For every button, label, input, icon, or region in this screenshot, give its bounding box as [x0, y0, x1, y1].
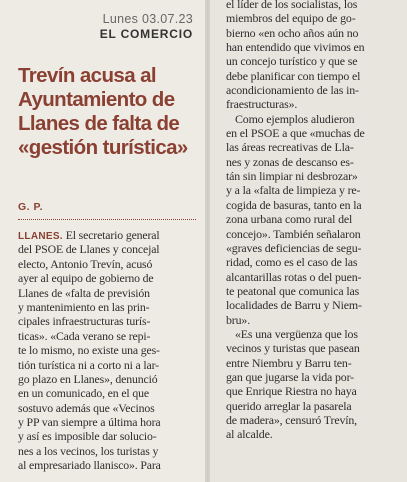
text-line: nes y zonas de descanso es-	[226, 154, 354, 169]
text-line: debe planificar con tiempo el	[226, 68, 361, 83]
text-line: en el PSOE a que «muchas de	[226, 126, 365, 141]
text-line: ridad, como es el caso de las	[226, 255, 358, 270]
text-line: han entendido que vivimos en	[226, 40, 365, 55]
text-line: entre Niembru y Barru ten-	[226, 355, 352, 370]
text-line-content: El secretario general	[62, 228, 160, 242]
text-line: querido arreglar la pasarela	[226, 398, 352, 413]
text-line: bierno «en ocho años aún no	[226, 25, 359, 40]
text-line: ayer al equipo de gobierno de	[18, 271, 154, 286]
text-line: y PP van siempre a última hora	[18, 415, 161, 430]
dateline: LLANES.	[18, 231, 63, 242]
text-line: localidades de Barru y Niem-	[226, 298, 362, 313]
text-line: el líder de los socialistas, los	[226, 0, 358, 11]
text-line: gan que jugarse la vida por-	[226, 369, 354, 384]
text-line: acondicionamiento de las in-	[226, 83, 359, 98]
text-line: y a la «falta de limpieza y re-	[226, 183, 361, 198]
text-line	[18, 228, 201, 242]
text-line: cogida de basuras, tanto en la	[226, 197, 362, 212]
text-line: te peatonal que comunica las	[226, 283, 360, 298]
text-line: miembros del equipo de go-	[226, 11, 356, 26]
text-line: en un comunicado, en el que	[18, 386, 149, 401]
text-line: tán sin limpiar ni desbrozar»	[226, 169, 358, 184]
text-line: un concejo turístico y que se	[226, 54, 358, 69]
text-line: alcantarillas rotas o del puen-	[226, 269, 362, 284]
text-line: zona urbana como rural del	[226, 212, 353, 227]
text-line: te lo mismo, no existe una ges-	[18, 343, 160, 358]
text-line: ticas». «Cada verano se repi-	[18, 328, 151, 343]
text-line: del PSOE de Llanes y concejal	[18, 242, 160, 257]
text-line: Llanes de «falta de previsión	[18, 285, 150, 300]
publication-date: Lunes 03.07.23	[102, 12, 193, 26]
publication-name: EL COMERCIO	[99, 27, 193, 41]
text-line: tión turística ni a corto ni a lar-	[18, 357, 159, 372]
headline-line: «gestión turística»	[18, 136, 188, 159]
text-line: «graves deficiencias de segu-	[226, 240, 362, 255]
text-line: bru».	[226, 312, 251, 327]
text-line: vecinos y turistas que pasean	[226, 341, 360, 356]
text-line: Como ejemplos aludieron	[235, 111, 355, 126]
text-line: al empresariado llanisco». Para	[18, 458, 161, 473]
text-line: de madera», censuró Trevín,	[226, 412, 358, 427]
text-line: sostuvo además que «Vecinos	[18, 400, 155, 415]
headline-line: Llanes de falta de	[18, 112, 180, 135]
headline-line: Trevín acusa al	[18, 64, 157, 87]
text-line: fraestructuras».	[226, 97, 298, 112]
text-line: las áreas recreativas de Lla-	[226, 140, 354, 155]
article-body-left	[18, 228, 201, 473]
text-line: al alcalde.	[226, 427, 273, 442]
text-line: «Es una vergüenza que los	[235, 326, 358, 341]
headline-line: Ayuntamiento de	[18, 88, 175, 111]
article-headline	[18, 64, 203, 160]
text-line: y así es imposible dar solucio-	[18, 429, 157, 444]
masthead	[100, 12, 193, 41]
byline: G. P.	[18, 201, 196, 220]
text-line: electo, Antonio Trevín, acusó	[18, 256, 153, 271]
text-line: cipales infraestructuras turís-	[18, 314, 151, 329]
text-line: y mantenimiento en las prin-	[18, 299, 150, 314]
text-line: que Enrique Riestra no haya	[226, 384, 357, 399]
text-line: concejo». También señalaron	[226, 226, 361, 241]
text-line: nes a los vecinos, los turistas y	[18, 443, 159, 458]
text-line: go plazo en Llanes», denunció	[18, 371, 158, 386]
article-body-right	[226, 0, 402, 442]
